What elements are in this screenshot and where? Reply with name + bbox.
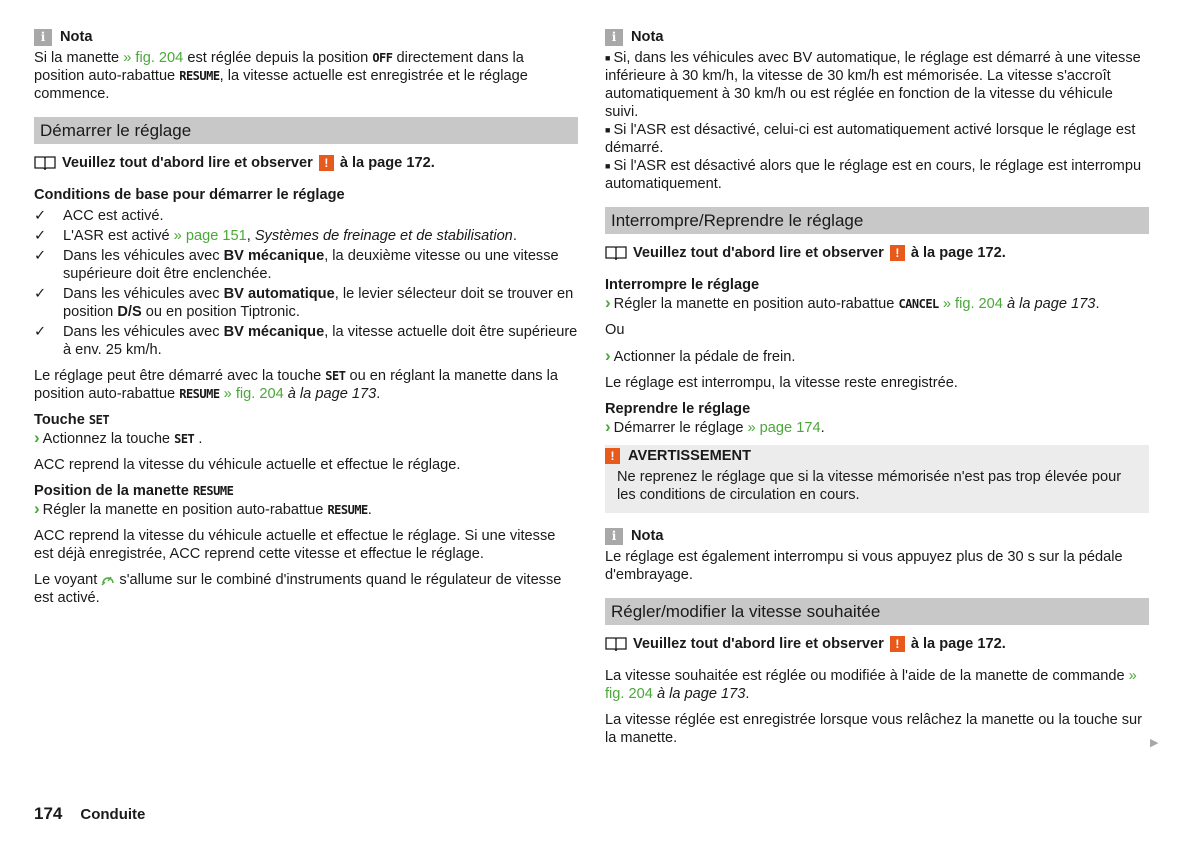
step-item: › Régler la manette en position auto-rabattue RESUME.	[34, 500, 578, 519]
ou-text: Ou	[605, 322, 625, 338]
read-first-line: Veuillez tout d'abord lire et observer ! à la page 172.	[605, 244, 1149, 262]
key-cancel: CANCEL	[898, 297, 939, 311]
key-off: OFF	[372, 51, 393, 65]
voyant-paragraph: Le voyant s'allume sur le combiné d'instruments quand le régulateur de vitesse est activé.	[34, 572, 562, 606]
relache-paragraph: La vitesse réglée est enregistrée lorsque vous relâchez la manette ou la touche sur la manette.	[605, 712, 1143, 746]
acc-paragraph-2: ACC reprend la vitesse du véhicule actuelle et effectue le réglage. Si une vitesse est déjà enregistrée, ACC reprend cette vitesse et effectue le réglage.	[34, 528, 556, 562]
note-block-3	[605, 527, 1149, 584]
info-icon: i	[605, 29, 623, 46]
condition-item: ✓ Dans les véhicules avec BV mécanique, la vitesse actuelle doit être supérieure à env. 25 km/h.	[34, 323, 578, 359]
page-number: 174	[34, 804, 63, 823]
note-bullet: ■ Si l'ASR est désactivé, celui-ci est automatiquement activé lorsque le réglage est démarré.	[605, 121, 1149, 157]
key-resume: RESUME	[179, 387, 220, 401]
reprendre-block	[605, 400, 1149, 437]
touche-set-title: Touche SET	[34, 412, 110, 428]
note-title: Nota	[60, 29, 93, 45]
condition-item: ✓ Dans les véhicules avec BV mécanique, la deuxième vitesse ou une vitesse supérieure doit être enclenchée.	[34, 247, 578, 283]
note-text: Le réglage est également interrompu si vous appuyez plus de 30 s sur la pédale d'embrayage.	[605, 549, 1123, 583]
interrompu-paragraph: Le réglage est interrompu, la vitesse reste enregistrée.	[605, 375, 958, 391]
footer-section: Conduite	[80, 806, 146, 823]
warning-panel	[605, 445, 1149, 513]
warning-text: Ne reprenez le réglage que si la vitesse mémorisée n'est pas trop élevée pour les conditions de circulation en cours.	[617, 469, 1122, 503]
fig-204-link[interactable]: » fig. 204	[942, 296, 1003, 312]
conditions-title: Conditions de base pour démarrer le réglage	[34, 187, 345, 203]
fig-204-link[interactable]: » fig. 204	[123, 50, 184, 66]
condition-item: ✓ L'ASR est activé » page 151, Systèmes de freinage et de stabilisation.	[34, 227, 578, 245]
read-first-line: Veuillez tout d'abord lire et observer ! à la page 172.	[605, 635, 1149, 653]
section-heading-interrompre: Interrompre/Reprendre le réglage	[605, 207, 1149, 234]
page-174-link[interactable]: » page 174	[747, 420, 821, 436]
note-block-1	[34, 28, 578, 103]
conditions-list	[34, 207, 578, 359]
step-item: › Régler la manette en position auto-rabattue CANCEL » fig. 204 à la page 173.	[605, 294, 1149, 313]
warning-icon: !	[605, 448, 620, 464]
book-icon	[34, 155, 56, 171]
info-icon: i	[34, 29, 52, 46]
note-text: Si la manette » fig. 204 est réglée depuis la position OFF directement dans la position auto-rabattue RESUME, la vitesse actuelle est enregistrée et le réglage commence.	[34, 50, 528, 102]
note-bullet: ■ Si, dans les véhicules avec BV automatique, le réglage est démarré à une vitesse inférieure à 30 km/h, la vitesse de 30 km/h est mémorisée. La vitesse s'accroît automatiquement à 30 km/h ou est réglée en fonction de la vitesse du véhicule suivi.	[605, 49, 1149, 121]
note-bullet: ■ Si l'ASR est désactivé alors que le réglage est en cours, le réglage est interrompu automatiquement.	[605, 157, 1149, 193]
right-column	[605, 28, 1149, 755]
section-heading-demarrer: Démarrer le réglage	[34, 117, 578, 144]
acc-paragraph-1: ACC reprend la vitesse du véhicule actuelle et effectue le réglage.	[34, 457, 461, 473]
start-paragraph: Le réglage peut être démarré avec la touche SET ou en réglant la manette dans la position auto-rabattue RESUME » fig. 204 à la page 173.	[34, 368, 559, 402]
touche-set-block	[34, 411, 578, 448]
left-column	[34, 28, 578, 615]
key-resume: RESUME	[179, 69, 220, 83]
step-item: › Actionnez la touche SET .	[34, 429, 578, 448]
key-set: SET	[325, 369, 346, 383]
condition-item: ✓ ACC est activé.	[34, 207, 578, 225]
interrompre-title: Interrompre le réglage	[605, 277, 760, 293]
interrompre-block	[605, 276, 1149, 313]
continue-arrow-icon: ▶	[1150, 737, 1159, 749]
note-block-2	[605, 28, 1149, 193]
fig-204-link[interactable]: » fig. 204	[605, 668, 1137, 702]
position-resume-block	[34, 482, 578, 519]
reprendre-title: Reprendre le réglage	[605, 401, 751, 417]
warning-icon: !	[319, 155, 334, 171]
warning-icon: !	[890, 636, 905, 652]
warning-icon: !	[890, 245, 905, 261]
warning-title: AVERTISSEMENT	[628, 448, 751, 464]
book-icon	[605, 245, 627, 261]
condition-item: ✓ Dans les véhicules avec BV automatique, le levier sélecteur doit se trouver en position D/S ou en position Tiptronic.	[34, 285, 578, 321]
step-item: › Actionner la pédale de frein.	[605, 347, 1149, 366]
note-title: Nota	[631, 29, 664, 45]
page-151-link[interactable]: » page 151	[173, 228, 247, 244]
book-icon	[605, 636, 627, 652]
fig-204-link[interactable]: » fig. 204	[223, 386, 284, 402]
info-icon: i	[605, 528, 623, 545]
cruise-control-icon	[101, 573, 115, 586]
step-item: › Démarrer le réglage » page 174.	[605, 418, 1149, 437]
note-title: Nota	[631, 528, 664, 544]
section-heading-regler: Régler/modifier la vitesse souhaitée	[605, 598, 1149, 625]
souhaitee-paragraph: La vitesse souhaitée est réglée ou modifiée à l'aide de la manette de commande » fig. 204 à la page 173.	[605, 668, 1137, 702]
read-first-line: Veuillez tout d'abord lire et observer ! à la page 172.	[34, 154, 578, 172]
position-resume-title: Position de la manette RESUME	[34, 483, 234, 499]
page-footer	[34, 805, 145, 824]
